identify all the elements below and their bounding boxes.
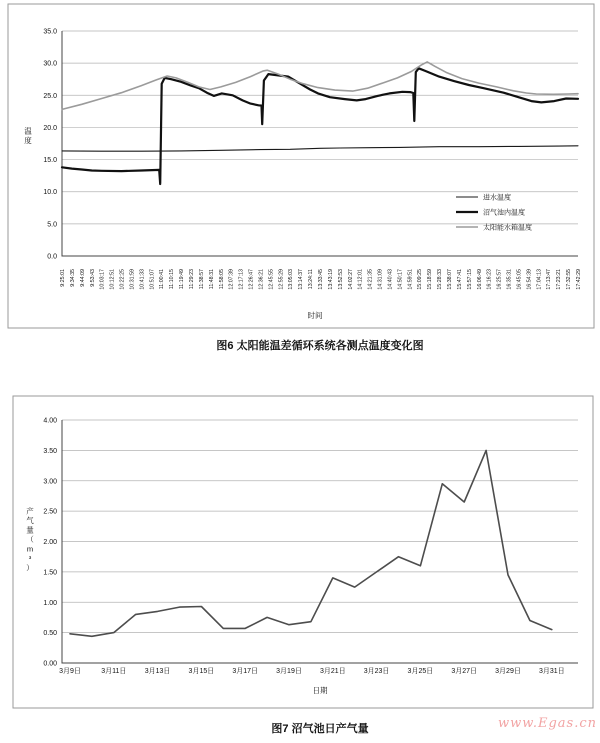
series-line-2 [62,62,578,110]
x-tick-label: 10:51:07 [149,269,156,290]
y-tick-label: 3.00 [43,478,57,486]
x-axis-title: 日期 [312,686,328,695]
y-tick-label: 15.0 [43,157,57,165]
figure7-chart [0,390,600,743]
x-tick-label: 3月19日 [276,668,302,675]
x-tick-label: 12:36:21 [258,269,265,290]
x-tick-label: 15:18:59 [427,269,434,290]
y-tick-label: 0.0 [47,253,57,261]
x-tick-label: 3月15日 [188,668,215,675]
x-tick-label: 16:54:39 [526,269,533,290]
x-tick-label: 14:40:43 [387,269,394,290]
x-tick-label: 17:32:55 [566,269,573,290]
series-line-0 [62,146,578,151]
y-tick-label: 0.50 [43,630,57,638]
x-tick-label: 10:41:33 [139,269,146,290]
x-tick-label: 12:45:55 [268,269,275,290]
y-tick-label: 35.0 [43,28,57,36]
x-tick-label: 10:31:59 [129,269,136,290]
x-tick-label: 11:19:49 [179,269,186,290]
figure7-caption: 图7 沼气池日产气量 [271,723,369,735]
y-axis-title: 温度 [24,126,32,145]
x-tick-label: 13:43:19 [327,269,334,290]
x-tick-label: 16:35:31 [506,269,513,290]
x-tick-label: 16:45:05 [516,269,523,290]
x-tick-label: 13:52:53 [337,269,344,290]
y-tick-label: 2.50 [43,508,57,516]
y-tick-label: 3.50 [43,447,57,455]
y-tick-label: 1.50 [43,569,57,577]
x-tick-label: 3月29日 [495,668,521,675]
x-axis-title: 时间 [307,311,323,320]
x-tick-label: 15:47:41 [456,269,463,290]
figure6-chart [0,0,600,362]
x-tick-label: 3月13日 [144,668,171,675]
x-tick-label: 14:31:09 [377,269,384,290]
x-tick-label: 12:07:39 [228,269,235,290]
x-tick-label: 16:16:23 [486,269,493,290]
x-tick-label: 14:21:35 [367,269,374,290]
watermark: www.Egas.cn [498,716,597,731]
x-tick-label: 10:12:51 [109,269,116,290]
figure6-caption: 图6 太阳能温差循环系统各测点温度变化图 [216,340,424,352]
y-tick-label: 25.0 [43,92,57,100]
axes [62,31,578,256]
x-tick-label: 14:02:27 [347,269,354,290]
x-tick-label: 9:34:35 [69,269,76,287]
x-tick-label: 11:58:05 [218,269,225,290]
y-tick-label: 1.00 [43,599,57,607]
x-tick-label: 3月11日 [101,668,127,675]
y-tick-label: 20.0 [43,124,57,132]
x-tick-label: 15:09:25 [417,269,424,290]
legend-label: 进水温度 [483,194,511,202]
series-line-0 [70,450,552,636]
x-tick-label: 17:13:47 [546,269,553,290]
x-tick-label: 11:29:23 [189,269,195,290]
x-tick-label: 10:03:17 [99,269,106,290]
x-tick-label: 13:05:03 [288,269,295,290]
y-axis-title: 产气量（ m ³ ） [26,506,34,573]
x-tick-label: 9:53:43 [89,269,96,287]
y-tick-label: 30.0 [43,60,57,68]
x-tick-label: 13:33:45 [318,269,324,290]
x-tick-label: 14:50:17 [397,269,404,290]
x-tick-label: 11:10:15 [169,269,176,290]
y-tick-label: 0.00 [43,660,57,668]
x-tick-label: 13:14:37 [298,269,305,290]
x-tick-label: 3月25日 [407,668,434,675]
x-tick-label: 3月17日 [232,668,259,675]
x-tick-label: 11:48:31 [208,269,215,290]
x-tick-label: 17:04:13 [536,269,543,290]
x-tick-label: 3月31日 [538,668,565,675]
x-tick-label: 17:42:29 [576,269,582,290]
x-tick-label: 16:06:49 [476,269,483,290]
x-tick-label: 11:38:57 [198,269,205,290]
x-tick-label: 10:22:25 [119,269,126,290]
x-tick-label: 9:25:01 [60,269,66,287]
x-tick-label: 3月23日 [363,668,390,675]
x-tick-label: 9:44:09 [79,269,86,287]
x-tick-label: 17:23:21 [556,269,563,290]
x-tick-label: 14:59:51 [407,269,414,290]
x-tick-label: 12:17:13 [238,269,245,290]
x-tick-label: 16:25:57 [496,268,503,290]
legend-label: 沼气池内温度 [483,209,525,217]
x-tick-label: 3月9日 [59,668,81,675]
x-tick-label: 11:00:41 [159,269,166,290]
y-tick-label: 5.0 [47,221,57,229]
x-tick-label: 15:38:07 [447,269,453,290]
x-tick-label: 15:28:33 [437,269,444,290]
x-tick-label: 3月27日 [451,668,478,675]
x-tick-label: 13:24:11 [308,269,315,290]
x-tick-label: 3月21日 [319,668,346,675]
x-tick-label: 15:57:15 [466,269,473,290]
y-tick-label: 10.0 [43,189,57,197]
chart-frame [13,396,593,708]
x-tick-label: 14:12:01 [357,269,364,290]
x-tick-label: 12:26:47 [248,269,255,290]
legend-label: 太阳能水箱温度 [483,224,532,232]
y-tick-label: 2.00 [43,539,57,546]
x-tick-label: 12:55:29 [278,269,285,290]
y-tick-label: 4.00 [43,417,57,425]
